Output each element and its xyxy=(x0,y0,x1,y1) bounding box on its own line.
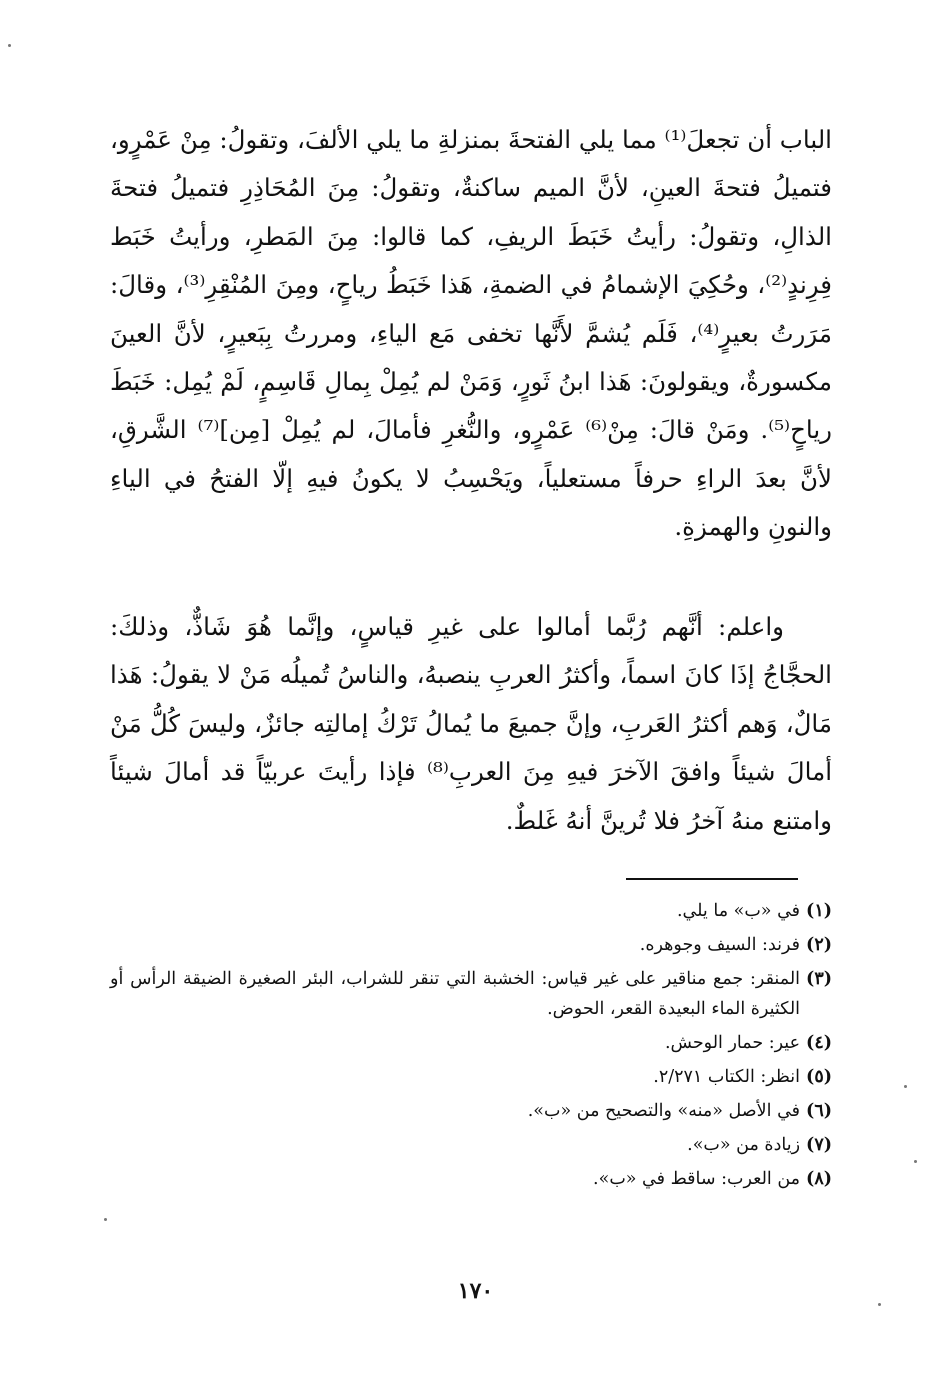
page-number: ١٧٠ xyxy=(457,1278,494,1304)
footnote-3 xyxy=(110,964,832,1024)
footnote-text: في «ب» ما يلي. xyxy=(676,901,801,921)
footnote-4 xyxy=(110,1028,832,1058)
footnotes-list xyxy=(110,896,832,1198)
footnote-number: (١) xyxy=(806,901,832,921)
scan-speck xyxy=(104,1218,107,1221)
scan-speck xyxy=(878,1303,881,1306)
footnote-number: (٢) xyxy=(806,935,832,955)
footnote-2 xyxy=(110,930,832,960)
footnote-separator xyxy=(626,878,798,880)
footnote-8 xyxy=(110,1164,832,1194)
footnote-number: (٧) xyxy=(806,1135,832,1155)
footnote-7 xyxy=(110,1130,832,1160)
footnote-text: من العرب: ساقط في «ب». xyxy=(593,1169,801,1189)
footnote-number: (٤) xyxy=(806,1033,832,1053)
scan-speck xyxy=(914,1160,917,1163)
footnote-text: انظر: الكتاب ٢/٢٧١. xyxy=(653,1067,801,1087)
footnote-text: في الأصل «منه» والتصحيح من «ب». xyxy=(527,1101,801,1121)
footnote-number: (٦) xyxy=(806,1101,832,1121)
footnote-number: (٣) xyxy=(806,969,832,989)
main-paragraph-1 xyxy=(110,116,832,552)
footnote-text: المنقر: جمع مناقير على غير قياس: الخشبة التي تنقر للشراب، البئر الصغيرة الضيقة الرأس أو الكثيرة الماء البعيدة القعر، الحوض. xyxy=(110,969,801,1019)
footnote-number: (٨) xyxy=(806,1169,832,1189)
footnote-1 xyxy=(110,896,832,926)
footnote-text: فرند: السيف وجوهره. xyxy=(639,935,801,955)
paragraph-text: الباب أن تجعلَ⁽¹⁾ مما يلي الفتحةَ بمنزلةِ ما يلي الألفَ، وتقولُ: مِنْ عَمْرٍو، فتميلُ فتحةَ العينِ، لأنَّ الميم ساكنةٌ، وتقولُ: مِنَ المُحَاذِرِ فتميلُ فتحةَ الذالِ، وتقولُ: رأيتُ خَبَطَ الريفِ، كما قالوا: مِنَ المَطرِ، ورأيتُ خَبَط فِرِندٍ⁽²⁾، وحُكِيَ الإشمامُ في الضمةِ، هَذا خَبَطُ رياحٍ، ومِنَ المُنْقِرِ⁽³⁾، وقالَ: مَرَرتُ بعيرٍ⁽⁴⁾، فَلَم يُشمَّ لأَنَّها تخفى مَع الياءِ، ومررتُ بِبَعيرٍ، لأنَّ العينَ مكسورةٌ، ويقولونَ: هَذا ابنُ ثَورٍ، وَمَنْ لم يُمِلْ بِمالِ قَاسِمٍ، لَمْ يُمِل: خَبَطَ رياحٍ⁽⁵⁾. ومَنْ قالَ: مِنْ⁽⁶⁾ عَمْرٍو، والنُّغرِ فأمالَ، لم يُمِلْ [مِن]⁽⁷⁾ الشَّرقِ، لأنَّ بعدَ الراءِ حرفاً مستعلياً، ويَحْسِبُ لا يكونُ فيهِ إلّا الفتحُ في الياءِ والنونِ والهمزةِ. xyxy=(110,125,832,542)
scan-speck xyxy=(8,44,11,47)
main-paragraph-2 xyxy=(110,603,832,845)
paragraph-text: واعلم: أنَّهم رُبَّما أمالوا على غيرِ قياسٍ، وإنَّما هُوَ شَاذٌّ، وذلكَ: الحجَّاجُ إذَا كانَ اسماً، وأكثرُ العربِ ينصبهُ، والناسُ تُميلُه مَنْ لا يقولُ: هَذا مَالٌ، وَهم أكثرُ العَربِ، وإنَّ جميعَ ما يُمالُ تَرْكُ إمالتِه جائزٌ، وليسَ كُلُّ مَنْ أمالَ شيئاً وافقَ الآخرَ فيهِ مِنَ العربِ⁽⁸⁾ فإذا رأيتَ عربيّاً قد أمالَ شيئاً وامتنع منهُ آخرُ فلا تُرينَّ أنهُ غَلطٌ. xyxy=(110,612,832,835)
scan-speck xyxy=(904,1085,907,1088)
footnote-text: زيادة من «ب». xyxy=(687,1135,801,1155)
footnote-number: (٥) xyxy=(806,1067,832,1087)
footnote-text: عير: حمار الوحش. xyxy=(664,1033,801,1053)
footnote-6 xyxy=(110,1096,832,1126)
footnote-5 xyxy=(110,1062,832,1092)
